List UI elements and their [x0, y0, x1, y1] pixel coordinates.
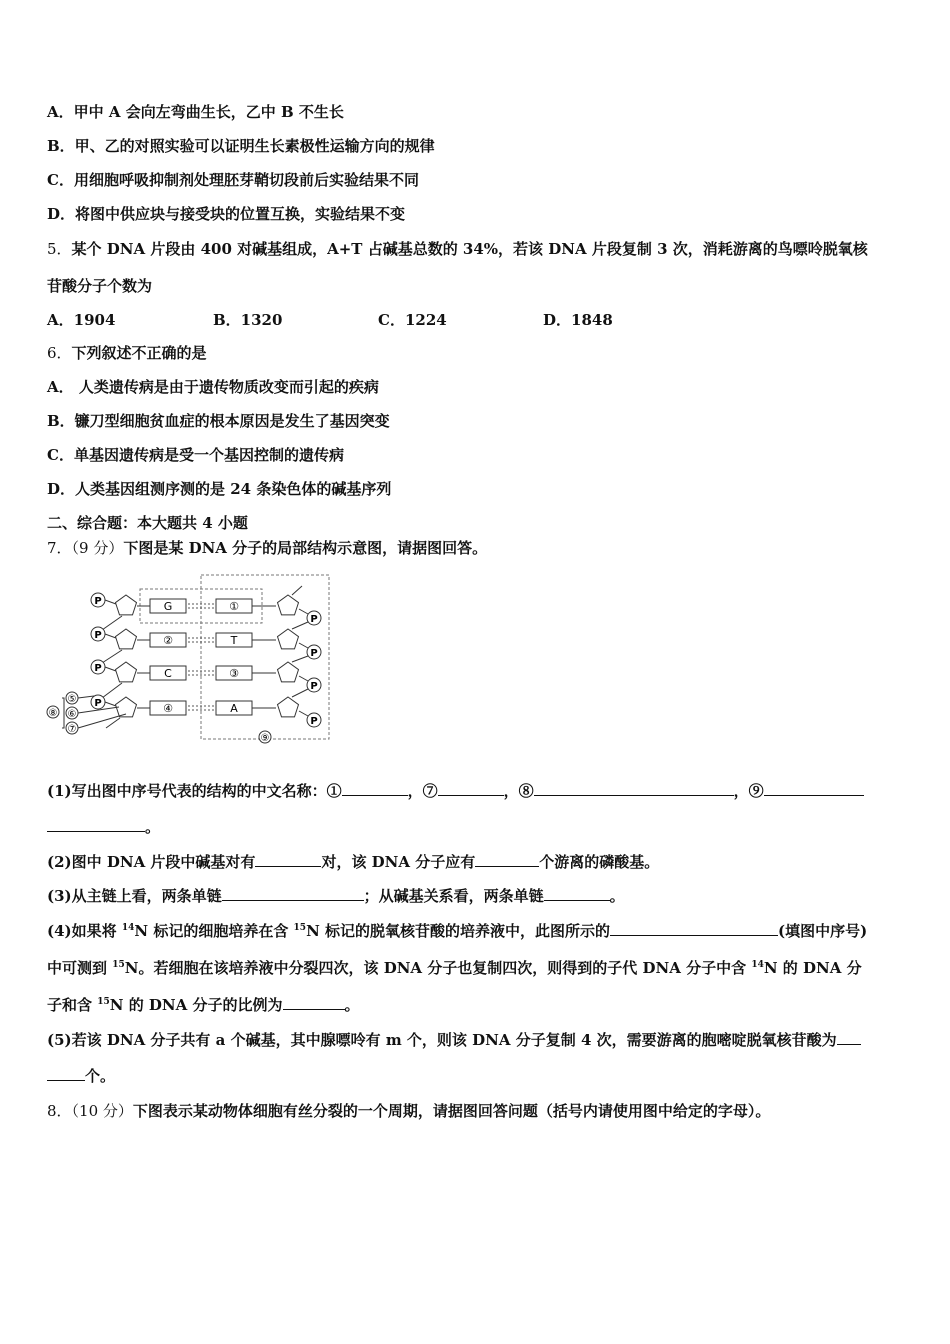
blank-4-1[interactable]	[610, 921, 778, 936]
q8-score: （10 分）	[71, 1102, 133, 1120]
phosphate-left-label-3: P	[94, 663, 102, 674]
q7-sub1-end: 。	[145, 818, 161, 836]
q5-stem-line1: 某个 DNA 片段由 400 对碱基组成，A+T 占碱基总数的 34%，若该 DNA 片段复制 3 次，消耗游离的鸟嘌呤脱氧核	[71, 240, 868, 258]
base-right-2: T	[230, 634, 238, 647]
q8-stem	[47, 1101, 770, 1121]
q7-sub3-text-c: 。	[609, 887, 625, 905]
backbone-left-1	[102, 616, 122, 630]
base-right-4: A	[230, 702, 238, 715]
q5-option-d: D．1848	[543, 311, 613, 329]
q7-sub1-text-a: (1)写出图中序号代表的结构的中文名称：①	[47, 782, 342, 800]
sugar-left-2	[116, 629, 137, 649]
blank-5-1[interactable]	[837, 1030, 861, 1045]
q7-sub4-text-e: 中可测到	[47, 959, 113, 977]
phosphate-left-label-4: P	[94, 698, 102, 709]
sugar-left-1	[116, 595, 137, 615]
base-left-3: C	[164, 667, 172, 680]
q4-option-a: A．甲中 A 会向左弯曲生长，乙中 B 不生长	[47, 103, 344, 121]
q5-number: 5．	[47, 240, 72, 258]
strand-end-top	[292, 586, 302, 595]
label-5: ⑤	[67, 694, 77, 705]
backbone-left-2	[102, 650, 122, 663]
sugar-right-4	[278, 697, 299, 717]
q6-number: 6．	[47, 344, 72, 362]
q7-sub4-line2	[47, 958, 862, 978]
q6-option-c: C．单基因遗传病是受一个基因控制的遗传病	[47, 446, 344, 464]
q5-option-b: B．1320	[213, 311, 283, 329]
label-6: ⑥	[67, 709, 77, 720]
q7-sub5-line2	[47, 1066, 115, 1086]
sup-14-a: 14	[121, 923, 135, 933]
q5-option-a: A．1904	[47, 311, 116, 329]
bond-right-2	[299, 643, 308, 648]
q4-option-d: D．将图中供应块与接受块的位置互换，实验结果不变	[47, 205, 406, 223]
blank-3-2[interactable]	[544, 886, 610, 901]
q6-stem	[47, 343, 207, 363]
q7-sub4-text-f: N。若细胞在该培养液中分裂四次，该 DNA 分子也复制四次，则得到的子代 DNA 分子中含	[124, 959, 752, 977]
phosphate-right-label-4: P	[310, 716, 318, 727]
q4-option-b: B．甲、乙的对照实验可以证明生长素极性运输方向的规律	[47, 137, 435, 155]
q7-number: 7．	[47, 539, 72, 557]
q7-sub5-line1	[47, 1030, 861, 1050]
bond-right-1	[299, 609, 308, 614]
bond-left-2	[105, 634, 116, 638]
q7-sub4-text-j: 。	[344, 996, 360, 1014]
sup-15-b: 15	[112, 960, 125, 970]
sup-14-b: 14	[751, 960, 764, 970]
label-8: ⑧	[48, 708, 58, 719]
q7-sub1-text-b: ，⑦	[407, 782, 438, 800]
q7-sub4-text-h: 子和含	[47, 996, 98, 1014]
q7-sub1-text-c: ，⑧	[503, 782, 534, 800]
blank-1-7[interactable]	[438, 781, 504, 796]
label-7: ⑦	[67, 724, 77, 735]
bond-right-3	[299, 676, 308, 681]
backbone-right-1	[292, 622, 308, 629]
q7-sub2-text-a: (2)图中 DNA 片段中碱基对有	[47, 853, 256, 871]
phosphate-left-label-1: P	[94, 596, 102, 607]
q7-sub4-text-g: N 的 DNA 分	[763, 959, 862, 977]
q6-option-b: B．镰刀型细胞贫血症的根本原因是发生了基因突变	[47, 412, 390, 430]
sup-15-a: 15	[293, 923, 307, 933]
q4-option-c: C．用细胞呼吸抑制剂处理胚芽鞘切段前后实验结果不同	[47, 171, 419, 189]
q7-sub4-text-c: N 标记的脱氧核苷酸的培养液中，此图所示的	[306, 922, 611, 940]
phosphate-right-label-2: P	[310, 648, 318, 659]
phosphate-right-label-1: P	[310, 614, 318, 625]
q7-sub2-text-c: 个游离的磷酸基。	[539, 853, 660, 871]
dna-structure-diagram	[44, 572, 334, 744]
q7-sub1-text-d: ，⑨	[733, 782, 764, 800]
q7-stem	[47, 538, 487, 558]
section-heading: 二、综合题：本大题共 4 小题	[47, 514, 248, 532]
q7-sub4-line3	[47, 995, 360, 1015]
blank-1-1[interactable]	[342, 781, 408, 796]
q7-stem-text: 下图是某 DNA 分子的局部结构示意图，请据图回答。	[123, 539, 488, 557]
backbone-right-3	[292, 689, 308, 697]
base-right-3: ③	[229, 667, 239, 680]
blank-1-9[interactable]	[764, 781, 864, 796]
backbone-right-2	[292, 656, 308, 662]
bond-right-4	[299, 711, 308, 716]
q7-sub3-text-b: ；从碱基关系看，两条单链	[363, 887, 544, 905]
q7-sub4-text-a: (4)如果将	[47, 922, 122, 940]
q6-option-d: D．人类基因组测序测的是 24 条染色体的碱基序列	[47, 480, 392, 498]
backbone-left-3	[102, 683, 122, 698]
leader-5	[78, 696, 94, 698]
q7-score: （9 分）	[71, 539, 124, 557]
base-left-2: ②	[163, 634, 173, 647]
q7-sub2-text-b: 对，该 DNA 分子应有	[321, 853, 476, 871]
q7-sub5-text-a: (5)若该 DNA 分子共有 a 个碱基，其中腺嘌呤有 m 个，则该 DNA 分子复制 4 次，需要游离的胞嘧啶脱氧核苷酸为	[47, 1031, 837, 1049]
blank-1-8[interactable]	[534, 781, 734, 796]
base-left-4: ④	[163, 702, 173, 715]
base-right-1: ①	[229, 600, 239, 613]
q8-number: 8．	[47, 1102, 72, 1120]
bond-left-3	[105, 667, 116, 671]
q7-sub1	[47, 781, 864, 801]
sugar-right-2	[278, 629, 299, 649]
blank-1-9-cont[interactable]	[47, 817, 145, 832]
q7-sub5-text-b: 个。	[85, 1067, 116, 1085]
q7-sub1-cont	[47, 817, 160, 837]
q6-stem-text: 下列叙述不正确的是	[71, 344, 207, 362]
leader-7	[78, 714, 126, 728]
sugar-right-1	[278, 595, 299, 615]
sugar-left-3	[116, 662, 137, 682]
q7-sub2	[47, 852, 659, 872]
q7-sub3	[47, 886, 625, 906]
blank-2-2[interactable]	[475, 852, 539, 867]
blank-4-2[interactable]	[283, 995, 345, 1010]
q7-sub4-text-b: N 标记的细胞培养在含	[134, 922, 294, 940]
phosphate-right-label-3: P	[310, 681, 318, 692]
label-8-bracket	[62, 698, 64, 728]
bond-left-4	[105, 702, 116, 706]
blank-5-1-cont[interactable]	[47, 1066, 85, 1081]
q7-sub4-text-d: (填图中序号)	[778, 922, 868, 940]
blank-3-1[interactable]	[222, 886, 364, 901]
q5-stem	[47, 239, 868, 259]
bond-left-1	[105, 600, 116, 604]
sup-15-c: 15	[97, 997, 110, 1007]
q5-stem-line2: 苷酸分子个数为	[47, 277, 153, 295]
q8-stem-text: 下图表示某动物体细胞有丝分裂的一个周期，请据图回答问题（括号内请使用图中给定的字母）。	[132, 1102, 771, 1120]
q5-option-c: C．1224	[378, 311, 447, 329]
label-9: ⑨	[260, 733, 270, 744]
blank-2-1[interactable]	[255, 852, 321, 867]
phosphate-left-label-2: P	[94, 630, 102, 641]
q7-sub4-line1	[47, 921, 867, 941]
base-left-1: G	[163, 600, 173, 613]
q6-option-a: A． 人类遗传病是由于遗传物质改变而引起的疾病	[47, 378, 379, 396]
q7-sub4-text-i: N 的 DNA 分子的比例为	[109, 996, 283, 1014]
q7-sub3-text-a: (3)从主链上看，两条单链	[47, 887, 222, 905]
sugar-right-3	[278, 662, 299, 682]
